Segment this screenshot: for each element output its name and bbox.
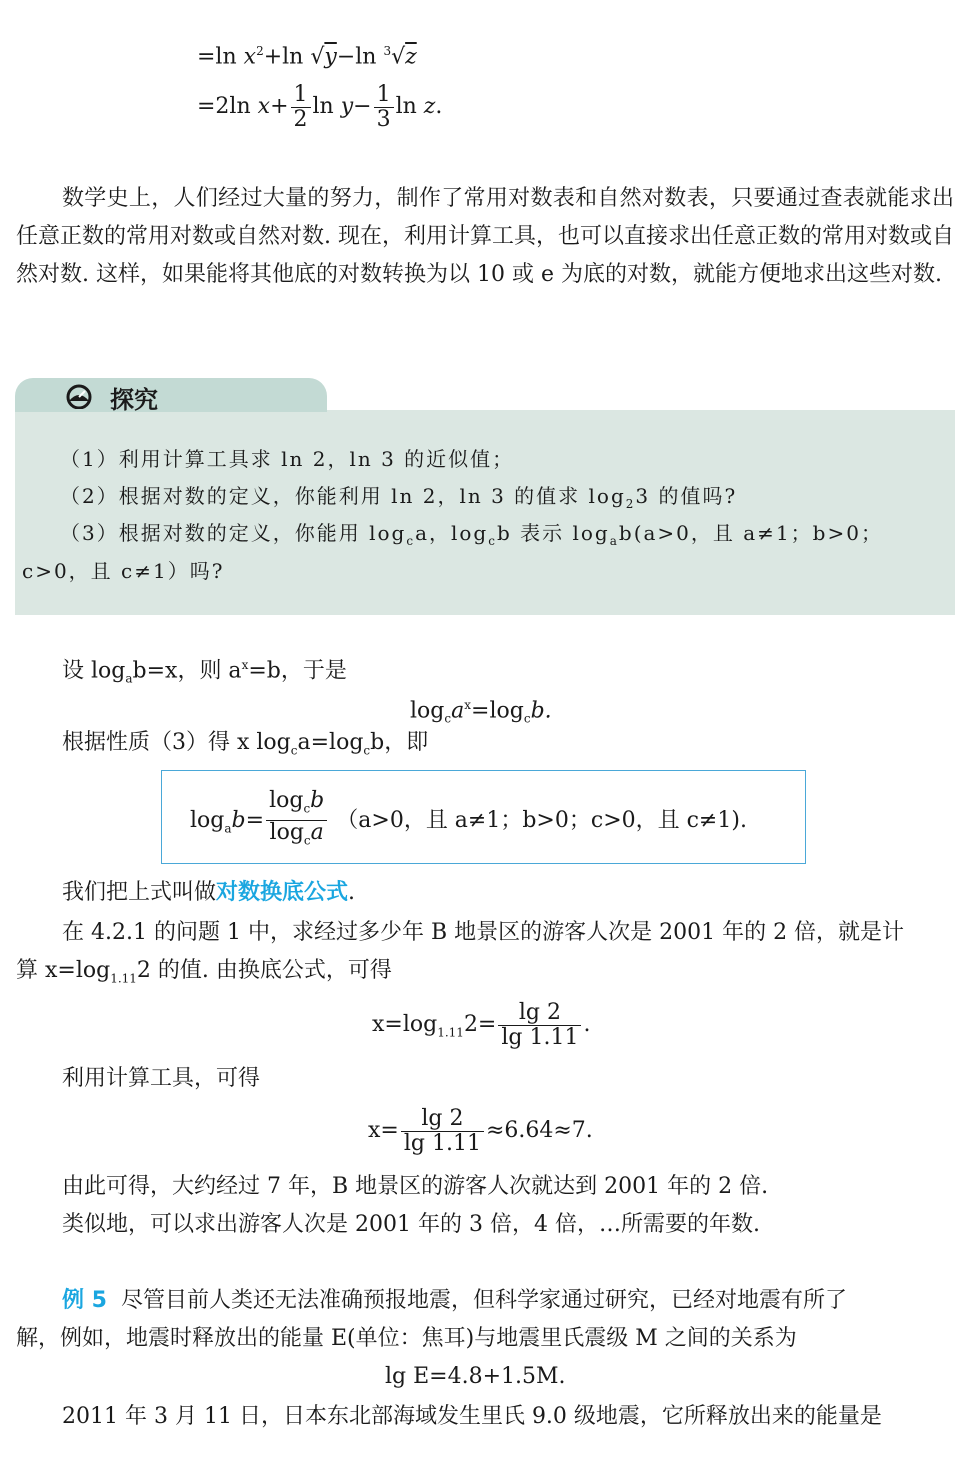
example-5-label: 例 5: [62, 1288, 107, 1313]
equation-3: x= $\frac{\lg 2}{\lg 1.11}$ ≈6.64≈7.: [368, 1105, 593, 1156]
history-paragraph: 数学史上，人们经过大量的努力，制作了常用对数表和自然对数表，只要通过查表就能求出任意正数的常用对数或自然对数. 现在，利用计算工具，也可以直接求出任意正数的常用对数或自然对数. 这样，如果能将其他底的对数转换为以 10 或 e 为底的对数，就能方便地求出这些对数.: [16, 186, 954, 287]
example-5-line-2: 解，例如，地震时释放出的能量 E(单位：焦耳)与地震里氏震级 M 之间的关系为: [16, 1326, 797, 1351]
set-line: 设 $\log_ab=x$，则 $a^x=b$，于是: [62, 658, 347, 686]
example-5-line-1: 例 5 尽管目前人类还无法准确预报地震，但科学家通过研究，已经对地震有所了: [62, 1288, 847, 1313]
change-of-base-formula-box: [161, 770, 806, 864]
problem-line-2: 算 $x=\log_{1.11}2$ 的值. 由换底公式，可得: [16, 958, 392, 986]
explore-q3: （3）根据对数的定义，你能用 $\log_ca$，$\log_cb$ 表示 $\log_ab(a>0$，且 a≠1；b>0；: [60, 521, 883, 548]
explore-q2: （2）根据对数的定义，你能利用 ln 2，ln 3 的值求 $\log_23$ 的值吗?: [60, 484, 738, 511]
example-5-formula: lg E=4.8+1.5M.: [385, 1364, 566, 1389]
explore-title: 探究: [110, 386, 158, 414]
change-of-base-formula: $\log_ab=$ $\frac{\log_cb}{\log_ca}$ （a>0，且 a≠1；b>0；c>0，且 c≠1).: [190, 789, 747, 853]
explore-q3-cont: c>0，且 c≠1）吗?: [22, 559, 225, 583]
example-5-line-3: 2011 年 3 月 11 日，日本东北部海域发生里氏 9.0 级地震，它所释放出来的能量是: [62, 1404, 882, 1429]
problem-line-1: 在 4.2.1 的问题 1 中，求经过多少年 B 地景区的游客人次是 2001 年的 2 倍，就是计: [62, 920, 905, 945]
term-change-of-base: 对数换底公式: [216, 880, 349, 905]
derivation-line-2: =2ln x+ $\frac{1}{2}$ ln y− $\frac{1}{3}$ ln z.: [197, 81, 443, 132]
naming-line: 我们把上式叫做对数换底公式.: [62, 880, 356, 905]
explore-q1: （1）利用计算工具求 ln 2，ln 3 的近似值；: [60, 447, 515, 471]
property-line: 根据性质（3）得 x $\log_ca=\log_cb$，即: [62, 730, 429, 758]
equation-2: $x=\log_{1.11}2=$ $\frac{\lg 2}{\lg 1.11}$ .: [372, 999, 591, 1050]
derivation-line-1: =ln $x^2+\ln$ √y−ln $^3$√z: [197, 44, 417, 70]
conclusion-1: 由此可得，大约经过 7 年，B 地景区的游客人次就达到 2001 年的 2 倍.: [62, 1174, 769, 1199]
conclusion-2: 类似地，可以求出游客人次是 2001 年的 3 倍，4 倍，…所需要的年数.: [62, 1212, 760, 1237]
explore-icon: [63, 383, 95, 409]
explore-tab: [15, 378, 327, 412]
equation-1: $\log_ca^x=\log_cb$.: [410, 698, 552, 726]
calc-line: 利用计算工具，可得: [62, 1066, 261, 1091]
